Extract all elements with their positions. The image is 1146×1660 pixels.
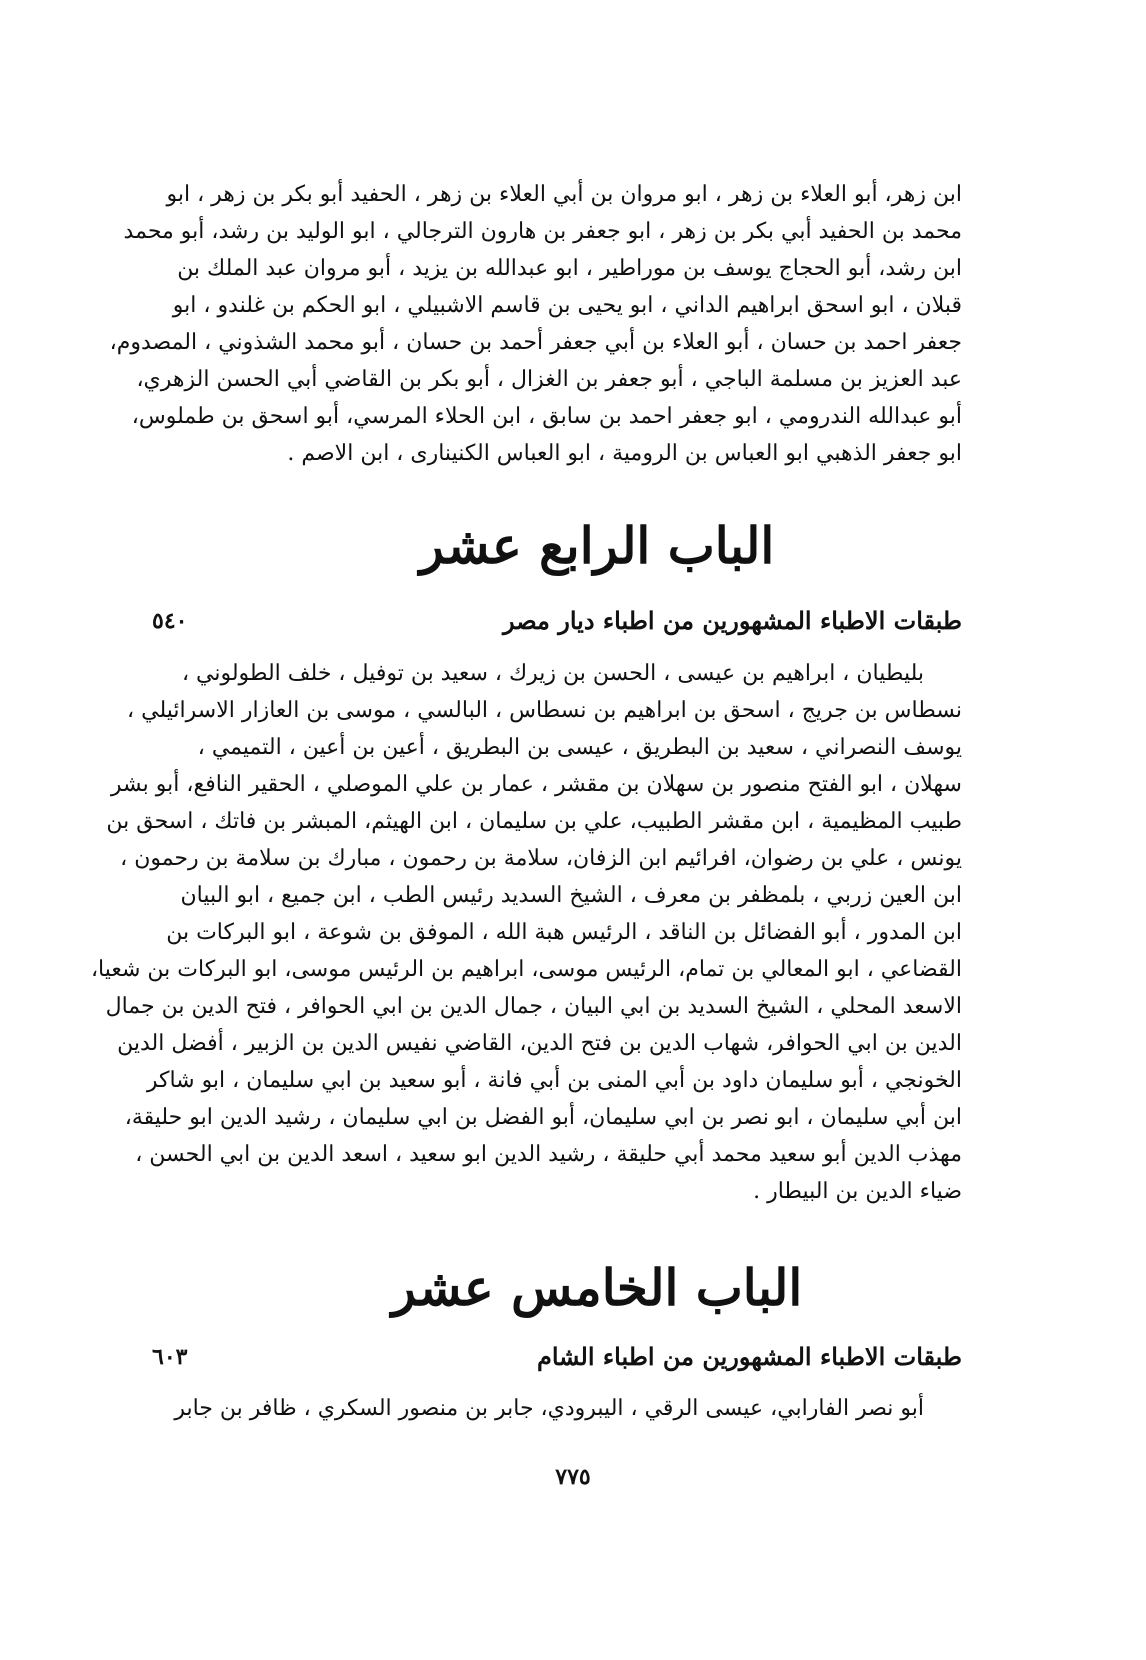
chapter-15-heading: طبقات الاطباء المشهورين من اطباء الشام (536, 1342, 962, 1371)
text-line: طبيب المظيمية ، ابن مقشر الطبيب، علي بن سليمان ، ابن الهيثم، المبشر بن فاتك ، اسحق بن (106, 809, 962, 834)
chapter-14-title: الباب الرابع عشر (419, 516, 775, 575)
page-number: ٧٧٥ (555, 1464, 591, 1490)
text-line: مهذب الدين أبو سعيد محمد أبي حليقة ، رشيد الدين ابو سعيد ، اسعد الدين بن ابي الحسن ، (135, 1142, 962, 1167)
top-paragraph (109, 176, 962, 472)
text-line: ابو جعفر الذهبي ابو العباس بن الرومية ، ابو العباس الكنينارى ، ابن الاصم . (287, 441, 962, 466)
text-line: ابن رشد، أبو الحجاج يوسف بن موراطير ، ابو عبدالله بن يزيد ، أبو مروان عبد الملك بن (177, 256, 962, 281)
text-line: نسطاس بن جريج ، اسحق بن ابراهيم بن نسطاس ، البالسي ، موسى بن العازار الاسرائيلي ، (127, 698, 962, 723)
text-line: بليطيان ، ابراهيم بن عيسى ، الحسن بن زيرك ، سعيد بن توفيل ، خلف الطولوني ، (181, 661, 924, 686)
text-line: الاسعد المحلي ، الشيخ السديد بن ابي البيان ، جمال الدين بن ابي الحوافر ، فتح الدين بن جمال (105, 994, 962, 1019)
text-line: أبو عبدالله الندرومي ، ابو جعفر احمد بن سابق ، ابن الحلاء المرسي، أبو اسحق بن طملوس، (131, 404, 962, 429)
text-line: عبد العزيز بن مسلمة الباجي ، أبو جعفر بن الغزال ، أبو بكر بن القاضي أبي الحسن الزهري، (136, 367, 962, 392)
chapter-15-title: الباب الخامس عشر (391, 1258, 803, 1317)
text-line: ابن العين زربي ، بلمظفر بن معرف ، الشيخ السديد رئيس الطب ، ابن جميع ، ابو البيان (180, 883, 962, 908)
text-line: القضاعي ، ابو المعالي بن تمام، الرئيس موسى، ابراهيم بن الرئيس موسى، ابو البركات بن شعيا، (90, 957, 962, 982)
chapter-15-paragraph (174, 1390, 962, 1427)
chapter-14-paragraph (90, 655, 962, 1210)
text-line: ابن المدور ، أبو الفضائل بن الناقد ، الرئيس هبة الله ، الموفق بن شوعة ، ابو البركات بن (166, 920, 962, 945)
text-line: محمد بن الحفيد أبي بكر بن زهر ، ابو جعفر بن هارون الترجالي ، ابو الوليد بن رشد، أبو محمد (123, 219, 962, 244)
text-line: ابن زهر، أبو العلاء بن زهر ، ابو مروان بن أبي العلاء بن زهر ، الحفيد أبو بكر بن زهر ، ابو (166, 182, 962, 207)
text-line: جعفر احمد بن حسان ، أبو العلاء بن أبي جعفر أحمد بن حسان ، أبو محمد الشذوني ، المصدوم، (109, 330, 962, 355)
text-line: الخونجي ، أبو سليمان داود بن أبي المنى بن أبي فانة ، أبو سعيد بن ابي سليمان ، ابو شاكر (146, 1068, 962, 1093)
text-line: أبو نصر الفارابي، عيسى الرقي ، اليبرودي، جابر بن منصور السكري ، ظافر بن جابر (174, 1396, 924, 1421)
text-line: يونس ، علي بن رضوان، افرائيم ابن الزفان، سلامة بن رحمون ، مبارك بن سلامة بن رحمون ، (120, 846, 962, 871)
text-line: يوسف النصراني ، سعيد بن البطريق ، عيسى بن البطريق ، أعين بن أعين ، التميمي ، (197, 735, 962, 760)
text-line: ضياء الدين بن البيطار . (753, 1179, 962, 1204)
chapter-14-heading: طبقات الاطباء المشهورين من اطباء ديار مصر (503, 606, 962, 635)
chapter-14-margin-number: ٥٤٠ (152, 608, 188, 634)
text-line: الدين بن ابي الحوافر، شهاب الدين بن فتح الدين، القاضي نفيس الدين بن الزبير ، أفضل الدين (117, 1031, 962, 1056)
text-line: ابن أبي سليمان ، ابو نصر بن ابي سليمان، أبو الفضل بن ابي سليمان ، رشيد الدين ابو حليقة، (124, 1105, 962, 1130)
text-line: قبلان ، ابو اسحق ابراهيم الداني ، ابو يحيى بن قاسم الاشبيلي ، ابو الحكم بن غلندو ، ابو (172, 293, 962, 318)
chapter-15-margin-number: ٦٠٣ (152, 1344, 188, 1370)
text-line: سهلان ، ابو الفتح منصور بن سهلان بن مقشر ، عمار بن علي الموصلي ، الحقير النافع، أبو بشر (110, 772, 962, 797)
